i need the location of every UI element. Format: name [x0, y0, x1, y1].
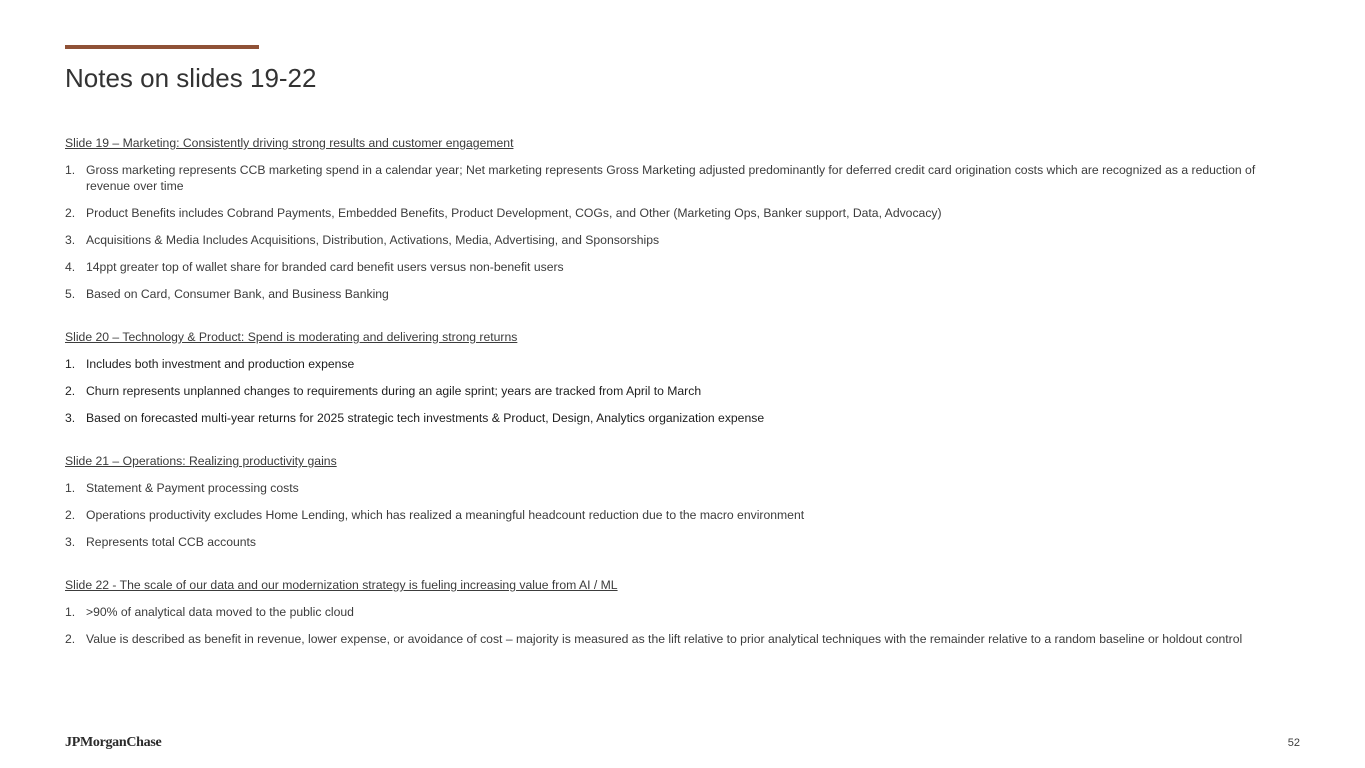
- note-text: Statement & Payment processing costs: [86, 481, 299, 495]
- note-number: 2.: [65, 508, 76, 522]
- section-slide-20: [65, 329, 1290, 426]
- note-number: 2.: [65, 384, 76, 398]
- section-slide-19: [65, 135, 1290, 302]
- note-item: [65, 232, 1290, 248]
- note-number: 2.: [65, 206, 76, 220]
- note-number: 1.: [65, 605, 76, 619]
- note-text: 14ppt greater top of wallet share for branded card benefit users versus non-benefit users: [86, 260, 564, 274]
- section-heading: Slide 19 – Marketing: Consistently driving strong results and customer engagement: [65, 136, 514, 150]
- note-number: 1.: [65, 481, 76, 495]
- note-number: 3.: [65, 233, 76, 247]
- note-item: [65, 410, 1290, 426]
- jpmorganchase-logo: JPMorganChase: [65, 735, 162, 750]
- note-item: [65, 383, 1290, 399]
- note-text: Based on Card, Consumer Bank, and Business Banking: [86, 287, 389, 301]
- note-text: >90% of analytical data moved to the public cloud: [86, 605, 354, 619]
- note-text: Includes both investment and production expense: [86, 357, 355, 371]
- note-text: Value is described as benefit in revenue, lower expense, or avoidance of cost – majority is measured as the lift relative to prior analytical techniques with the remainder relative to a random baseline or holdout control: [86, 632, 1243, 646]
- page-title: Notes on slides 19-22: [65, 63, 317, 93]
- title-accent-bar: [65, 45, 259, 49]
- note-item: [65, 631, 1290, 647]
- note-text: Based on forecasted multi-year returns for 2025 strategic tech investments & Product, Design, Analytics organization expense: [86, 411, 765, 425]
- section-heading: Slide 22 - The scale of our data and our modernization strategy is fueling increasing value from AI / ML: [65, 578, 618, 592]
- note-number: 3.: [65, 535, 76, 549]
- note-number: 3.: [65, 411, 76, 425]
- note-item: [65, 162, 1290, 194]
- note-number: 4.: [65, 260, 76, 274]
- note-item: [65, 259, 1290, 275]
- section-slide-21: [65, 453, 1290, 550]
- notes-body: [65, 135, 1290, 647]
- note-item: [65, 480, 1290, 496]
- note-text: Churn represents unplanned changes to requirements during an agile sprint; years are tracked from April to March: [86, 384, 702, 398]
- note-text: Acquisitions & Media Includes Acquisitions, Distribution, Activations, Media, Advertising, and Sponsorships: [86, 233, 660, 247]
- note-item: [65, 534, 1290, 550]
- note-item: [65, 205, 1290, 221]
- note-item: [65, 286, 1290, 302]
- note-number: 1.: [65, 163, 76, 177]
- section-slide-22: [65, 577, 1290, 647]
- note-item: [65, 356, 1290, 372]
- note-text: Operations productivity excludes Home Lending, which has realized a meaningful headcount reduction due to the macro environment: [86, 508, 805, 522]
- section-heading: Slide 21 – Operations: Realizing productivity gains: [65, 454, 337, 468]
- note-item: [65, 604, 1290, 620]
- note-text: Represents total CCB accounts: [86, 535, 257, 549]
- note-number: 5.: [65, 287, 76, 301]
- page-number: 52: [1287, 737, 1300, 749]
- note-list: [65, 162, 1290, 302]
- note-item: [65, 507, 1290, 523]
- note-list: [65, 356, 1290, 426]
- note-list: [65, 480, 1290, 550]
- note-number: 1.: [65, 357, 76, 371]
- note-number: 2.: [65, 632, 76, 646]
- note-text: Product Benefits includes Cobrand Payments, Embedded Benefits, Product Development, COGs, and Other (Marketing Ops, Banker support, Data, Advocacy): [86, 206, 942, 220]
- section-heading: Slide 20 – Technology & Product: Spend is moderating and delivering strong returns: [65, 330, 518, 344]
- note-list: [65, 604, 1290, 647]
- note-text: Gross marketing represents CCB marketing spend in a calendar year; Net marketing represents Gross Marketing adjusted predominantly for deferred credit card origination costs which are recognized as a reduction of revenue over time: [86, 163, 1256, 193]
